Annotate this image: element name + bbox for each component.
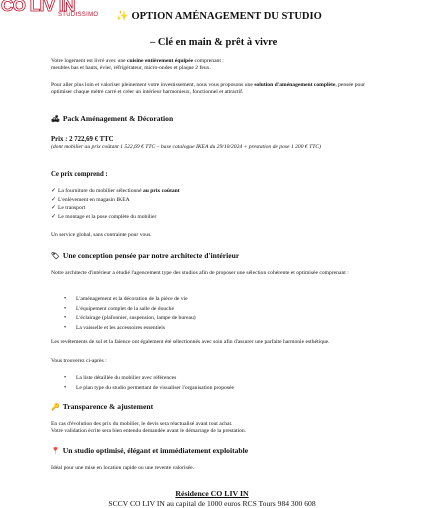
page-subtitle: – Clé en main & prêt à vivre bbox=[150, 37, 278, 48]
list-item-text: L'éclairage (plafonnier, suspension, lampe de bureau) bbox=[76, 315, 196, 322]
key-icon: 🔑 bbox=[51, 403, 60, 411]
transparency-heading bbox=[51, 402, 153, 411]
includes-list bbox=[51, 187, 180, 221]
label-icon: 🏷 bbox=[51, 252, 60, 260]
architect-heading-text: Une conception pensée par notre architecte d'intérieur bbox=[62, 251, 240, 260]
list-item bbox=[51, 187, 180, 196]
includes-heading: Ce prix comprend : bbox=[51, 171, 108, 178]
list-item-text: Le montage et la pose complète du mobilier bbox=[58, 213, 157, 220]
pack-heading bbox=[51, 114, 173, 123]
bullet: • bbox=[64, 375, 67, 381]
transparency-line1: En cas d'évolution des prix du mobilier, le devis sera réactualisé avant tout achat. bbox=[51, 421, 233, 427]
footer-company: SCCV CO LIV IN au capital de 1000 euros RCS Tours 984 300 608 bbox=[108, 499, 316, 508]
service-note: Un service global, sans contrainte pour vous. bbox=[51, 232, 152, 238]
brand-logo bbox=[0, 0, 104, 24]
pack-price-detail: (dont mobilier au prix coûtant 1 522,69 € TTC – base catalogue IKEA du 29/10/2024 + prestation de pose 1 200 € TTC) bbox=[51, 144, 321, 150]
list-item-text: La liste détaillée du mobilier avec références bbox=[76, 375, 177, 381]
list-item-text: L'aménagement et la décoration de la pièce de vie bbox=[76, 296, 188, 302]
list-item-text: Le plan type du studio permettant de visualiser l'organisation proposée bbox=[76, 384, 234, 391]
architect-heading bbox=[51, 251, 239, 260]
check-icon: ✓ bbox=[51, 188, 57, 194]
list-item-text: L'enlèvement en magasin IKEA bbox=[58, 196, 130, 203]
pack-price: Prix : 2 722,69 € TTC bbox=[51, 136, 114, 143]
intro-kitchen bbox=[51, 58, 381, 72]
transparency-heading-text: Transparence & ajustement bbox=[62, 402, 154, 411]
intro-kitchen-bold: cuisine entièrement équipée bbox=[127, 58, 194, 64]
check-icon: ✓ bbox=[51, 196, 57, 203]
list-item-text: Le transport bbox=[58, 205, 86, 212]
intro-kitchen-text-2: comprenant : bbox=[193, 58, 224, 64]
intro-kitchen-text: Votre logement est livré avec une bbox=[51, 58, 128, 64]
check-icon: ✓ bbox=[51, 205, 57, 212]
logo-subtitle: STUDISSIMO bbox=[58, 12, 99, 18]
bullet: • bbox=[64, 305, 67, 312]
list-item bbox=[64, 374, 234, 384]
intro-offer-text-2: , pensée pour optimiser chaque mètre carré et créer un intérieur harmonieux, fonctionnel et attractif. bbox=[51, 82, 365, 96]
list-item-text: L'équipement complet de la salle de douche bbox=[76, 305, 174, 312]
list-item-text: La fourniture du mobilier sélectionné bbox=[58, 188, 143, 194]
list-item-text: La vaisselle et les accessoires essentiels bbox=[76, 324, 166, 331]
list-item bbox=[64, 314, 196, 324]
intro-offer-text: Pour aller plus loin et valoriser pleinement votre investissement, nous vous proposons une bbox=[51, 82, 255, 88]
list-item bbox=[64, 384, 234, 394]
list-item bbox=[64, 305, 196, 315]
bullet: • bbox=[64, 315, 67, 322]
architect-list bbox=[64, 295, 196, 333]
logo-wordmark: CO LIV IN bbox=[1, 0, 75, 15]
page-title-text: OPTION AMÉNAGEMENT DU STUDIO bbox=[131, 11, 322, 22]
attachments-heading: Vous trouverez ci-après : bbox=[51, 358, 107, 364]
bullet: • bbox=[64, 384, 67, 391]
sofa-icon: 🛋 bbox=[51, 115, 60, 123]
list-item bbox=[64, 324, 196, 334]
bullet: • bbox=[64, 324, 67, 331]
optimized-text: Idéal pour une mise en location rapide ou une revente valorisée. bbox=[51, 465, 195, 471]
attachments-list bbox=[64, 374, 234, 393]
sparkle-icon: ✨ bbox=[116, 11, 129, 22]
list-item bbox=[51, 204, 180, 213]
footer-residence: Résidence CO LIV IN bbox=[175, 489, 249, 498]
list-item-bold: au prix coûtant bbox=[142, 188, 180, 194]
flooring-note: Les revêtements de sol et la faïence ont également été sélectionnés avec soin afin d'assurer une parfaite harmonie esthétique. bbox=[51, 339, 330, 345]
bullet: • bbox=[64, 296, 67, 302]
check-icon: ✓ bbox=[51, 213, 57, 220]
architect-intro: Notre architecte d'intérieur a étudié l'agencement type des studios afin de proposer une sélection cohérente et optimisée comprenant : bbox=[51, 270, 349, 276]
list-item bbox=[51, 213, 180, 222]
optimized-heading bbox=[51, 446, 248, 455]
intro-offer-bold: solution d'aménagement complète bbox=[254, 82, 336, 88]
page-title bbox=[116, 11, 322, 22]
transparency-text bbox=[51, 421, 381, 435]
intro-kitchen-line2: meubles bas et hauts, évier, réfrigérateur, micro-ondes et plaque 2 feux. bbox=[51, 65, 211, 72]
list-item bbox=[64, 295, 196, 305]
pin-icon: 📍 bbox=[51, 447, 60, 455]
list-item bbox=[51, 196, 180, 205]
transparency-line2: Votre validation écrite sera bien entendu demandée avant le démarrage de la prestation. bbox=[51, 428, 247, 435]
intro-offer bbox=[51, 82, 381, 96]
optimized-heading-text: Un studio optimisé, élégant et immédiatement exploitable bbox=[62, 446, 249, 455]
pack-heading-text: Pack Aménagement & Décoration bbox=[62, 114, 174, 123]
